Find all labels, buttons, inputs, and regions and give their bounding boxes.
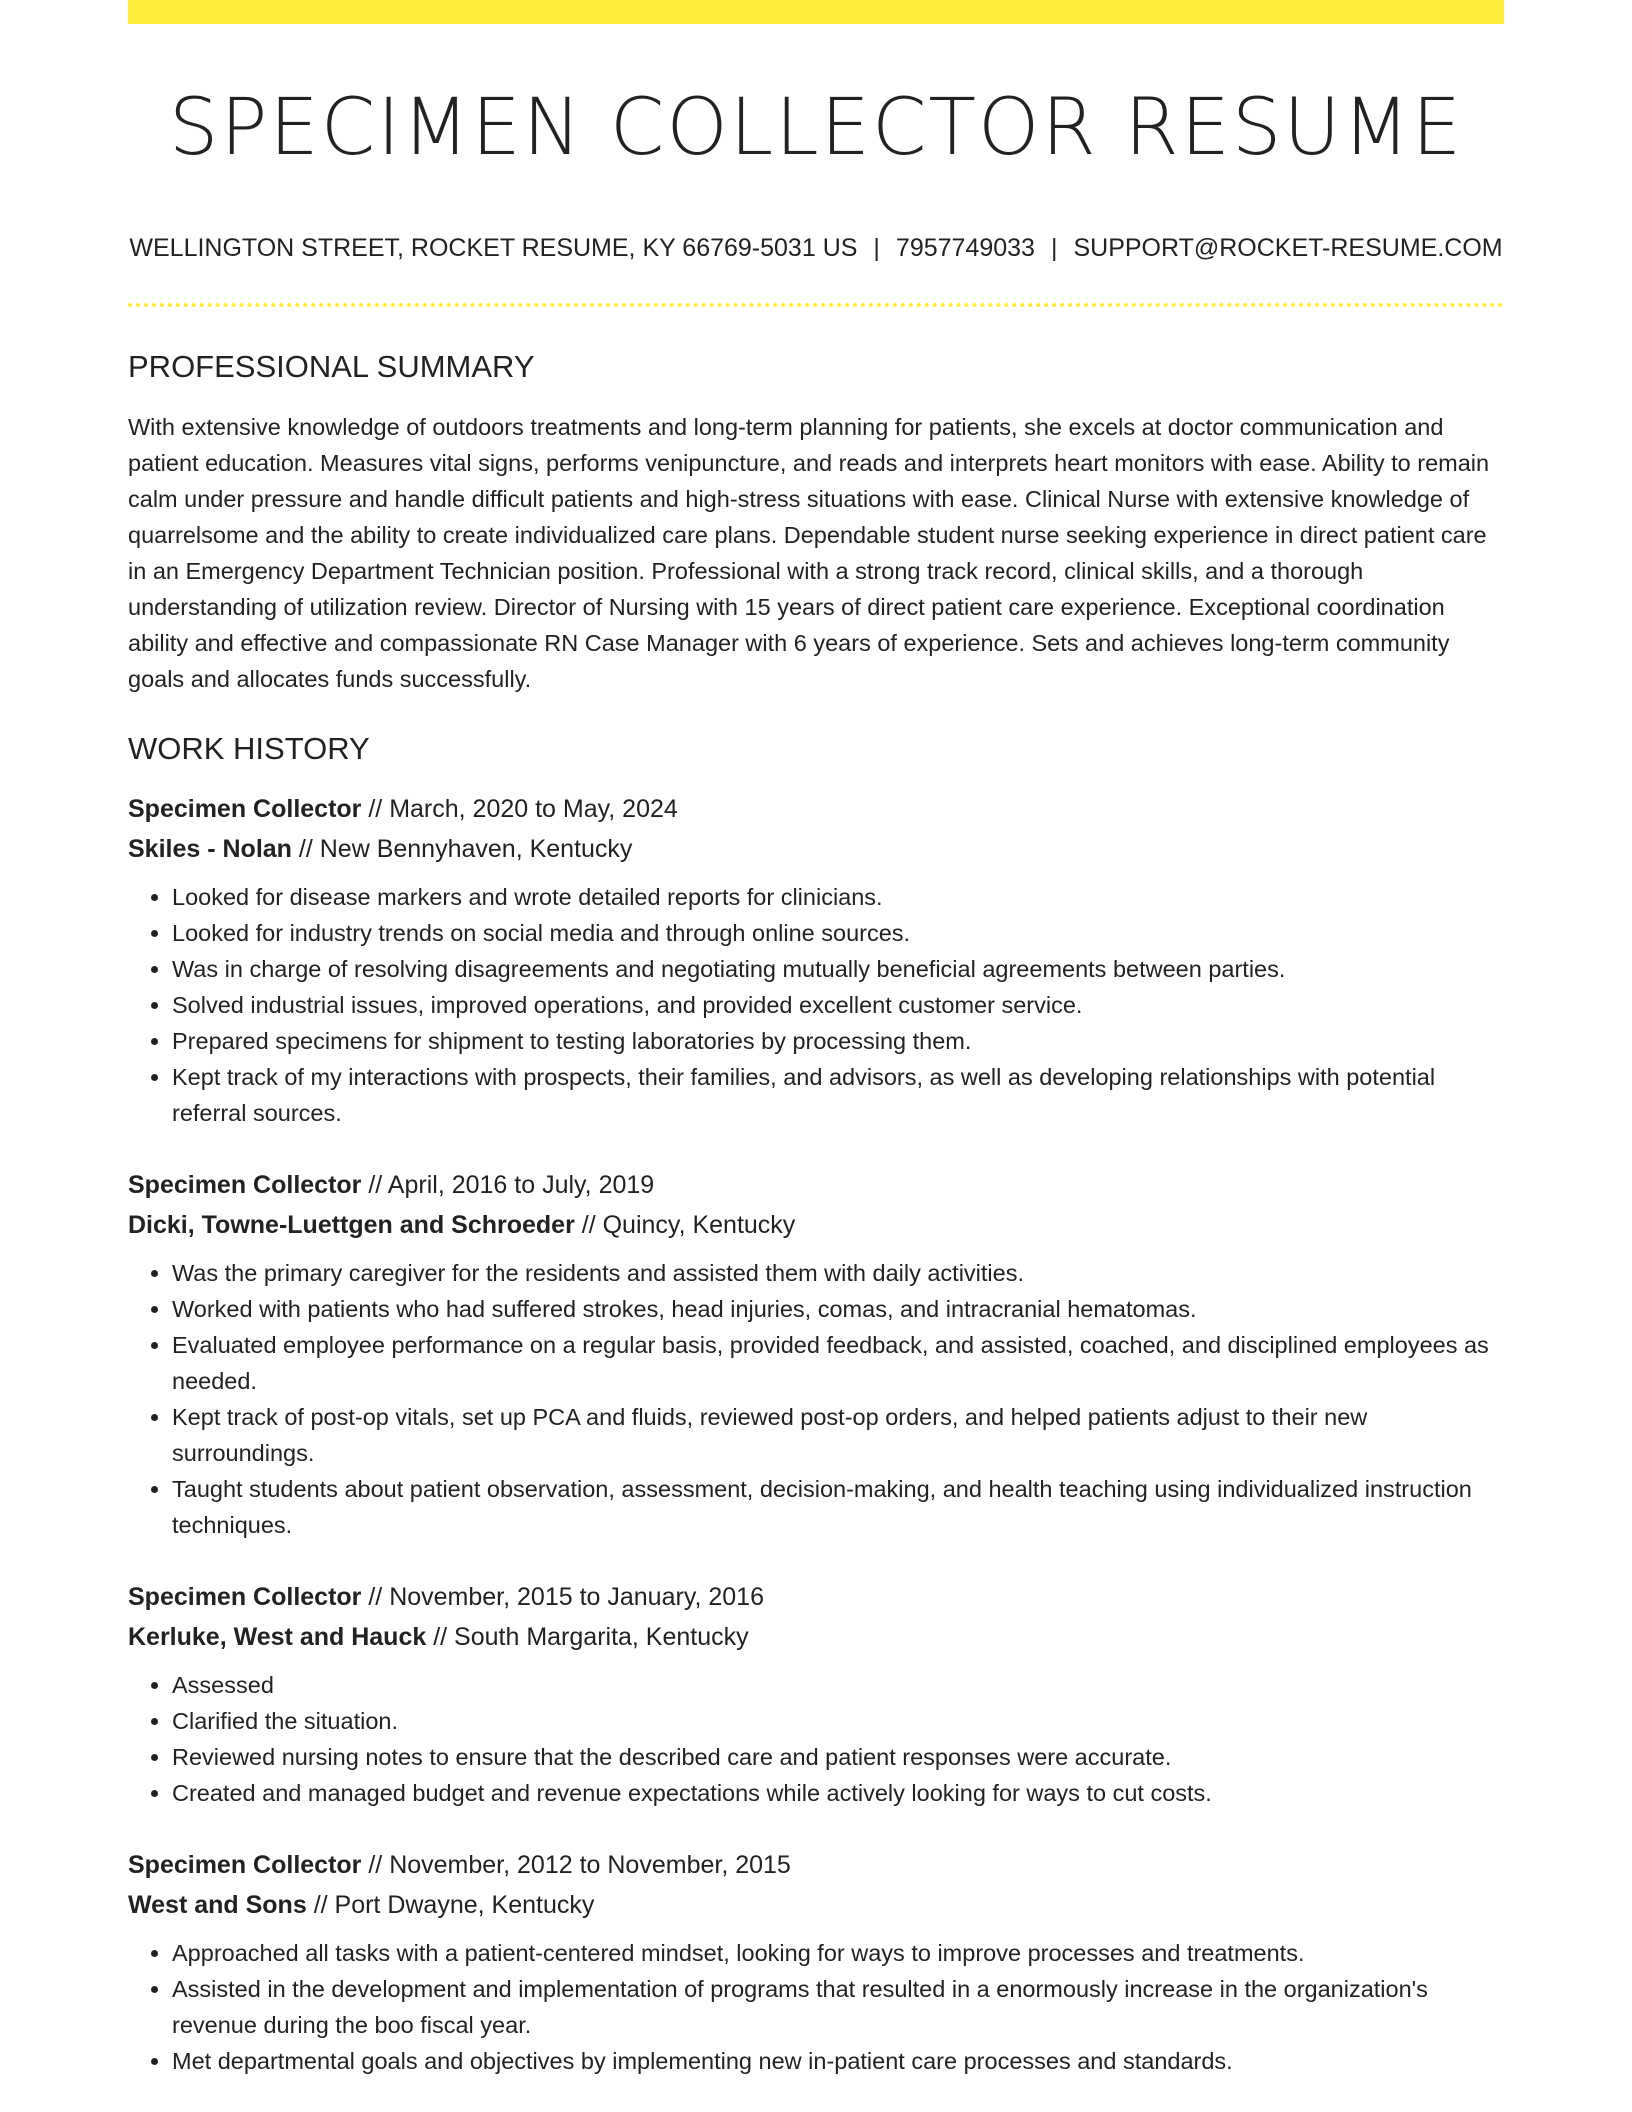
job-bullet: • Approached all tasks with a patient-centered mindset, looking for ways to improve processes and treatments.: [172, 1935, 1504, 1971]
job-company-line: [128, 1205, 1504, 1245]
job-entry: [128, 1577, 1504, 1811]
job-company-line: [128, 1885, 1504, 1925]
job-location: // South Margarita, Kentucky: [426, 1622, 749, 1651]
job-title-line: [128, 1165, 1504, 1205]
top-accent-bar: [128, 0, 1504, 24]
job-bullet: • Assessed: [172, 1667, 1504, 1703]
header-divider: [128, 303, 1504, 307]
job-bullet: • Clarified the situation.: [172, 1703, 1504, 1739]
job-dates: // November, 2015 to January, 2016: [361, 1582, 764, 1611]
contact-separator: |: [873, 233, 880, 262]
job-bullet: • Looked for disease markers and wrote detailed reports for clinicians.: [172, 879, 1504, 915]
job-entry: [128, 789, 1504, 1131]
job-location: // Quincy, Kentucky: [574, 1210, 796, 1239]
job-bullet: • Was the primary caregiver for the residents and assisted them with daily activities.: [172, 1255, 1504, 1291]
job-bullet: • Evaluated employee performance on a regular basis, provided feedback, and assisted, coached, and disciplined employees as needed.: [172, 1327, 1504, 1399]
contact-separator: |: [1050, 233, 1058, 262]
job-company: Kerluke, West and Hauck: [128, 1622, 427, 1651]
job-bullet: • Solved industrial issues, improved operations, and provided excellent customer service.: [172, 987, 1504, 1023]
job-bullet: • Prepared specimens for shipment to testing laboratories by processing them.: [172, 1023, 1504, 1059]
job-title: Specimen Collector: [128, 1170, 362, 1199]
job-bullet-list: [128, 1667, 1504, 1811]
job-entry: [128, 1165, 1504, 1543]
job-entry: [128, 1845, 1504, 2079]
job-bullet: • Kept track of post-op vitals, set up PCA and fluids, reviewed post-op orders, and helped patients adjust to their new surroundings.: [172, 1399, 1504, 1471]
job-title-line: [128, 789, 1504, 829]
job-company-line: [128, 1617, 1504, 1657]
job-bullet-list: [128, 879, 1504, 1131]
contact-email: SUPPORT@ROCKET-RESUME.COM: [1073, 233, 1503, 262]
job-bullet: • Reviewed nursing notes to ensure that the described care and patient responses were accurate.: [172, 1739, 1504, 1775]
job-location: // Port Dwayne, Kentucky: [306, 1890, 595, 1919]
job-company: Skiles - Nolan: [128, 834, 292, 863]
job-dates: // April, 2016 to July, 2019: [361, 1170, 655, 1199]
job-bullet-list: [128, 1935, 1504, 2079]
job-bullet-list: [128, 1255, 1504, 1543]
job-bullet: • Taught students about patient observation, assessment, decision-making, and health teaching using individualized instruction techniques.: [172, 1471, 1504, 1543]
summary-text: With extensive knowledge of outdoors treatments and long-term planning for patients, she excels at doctor communication and patient education. Measures vital signs, performs venipuncture, and reads and interprets heart monitors with ease. Ability to remain calm under pressure and handle difficult patients and high-stress situations with ease. Clinical Nurse with extensive knowledge of quarrelsome and the ability to create individualized care plans. Dependable student nurse seeking experience in direct patient care in an Emergency Department Technician position. Professional with a strong track record, clinical skills, and a thorough understanding of utilization review. Director of Nursing with 15 years of direct patient care experience. Exceptional coordination ability and effective and compassionate RN Case Manager with 6 years of experience. Sets and achieves long-term community goals and allocates funds successfully.: [128, 413, 1490, 692]
job-location: // New Bennyhaven, Kentucky: [291, 834, 633, 863]
job-bullet: • Was in charge of resolving disagreements and negotiating mutually beneficial agreements between parties.: [172, 951, 1504, 987]
summary-heading: PROFESSIONAL SUMMARY: [128, 348, 535, 384]
job-company-line: [128, 829, 1504, 869]
contact-line: [128, 234, 1504, 263]
resume-page: [128, 0, 1504, 2079]
job-company: Dicki, Towne-Luettgen and Schroeder: [128, 1210, 575, 1239]
contact-address: WELLINGTON STREET, ROCKET RESUME, KY 66769-5031 US: [129, 233, 858, 262]
job-bullet: • Created and managed budget and revenue expectations while actively looking for ways to cut costs.: [172, 1775, 1504, 1811]
resume-title: SPECIMEN COLLECTOR RESUME: [168, 83, 1464, 173]
job-title-line: [128, 1845, 1504, 1885]
job-bullet: • Assisted in the development and implementation of programs that resulted in a enormously increase in the organization's revenue during the boo fiscal year.: [172, 1971, 1504, 2043]
contact-phone: 7957749033: [895, 233, 1035, 262]
job-title-line: [128, 1577, 1504, 1617]
work-history-heading: WORK HISTORY: [128, 730, 370, 766]
job-bullet: • Looked for industry trends on social media and through online sources.: [172, 915, 1504, 951]
job-title: Specimen Collector: [128, 1850, 362, 1879]
job-title: Specimen Collector: [128, 1582, 362, 1611]
job-dates: // March, 2020 to May, 2024: [361, 794, 678, 823]
job-bullet: • Met departmental goals and objectives by implementing new in-patient care processes and standards.: [172, 2043, 1504, 2079]
job-bullet: • Worked with patients who had suffered strokes, head injuries, comas, and intracranial hematomas.: [172, 1291, 1504, 1327]
job-bullet: • Kept track of my interactions with prospects, their families, and advisors, as well as developing relationships with potential referral sources.: [172, 1059, 1504, 1131]
job-dates: // November, 2012 to November, 2015: [361, 1850, 791, 1879]
job-title: Specimen Collector: [128, 794, 362, 823]
job-company: West and Sons: [128, 1890, 307, 1919]
